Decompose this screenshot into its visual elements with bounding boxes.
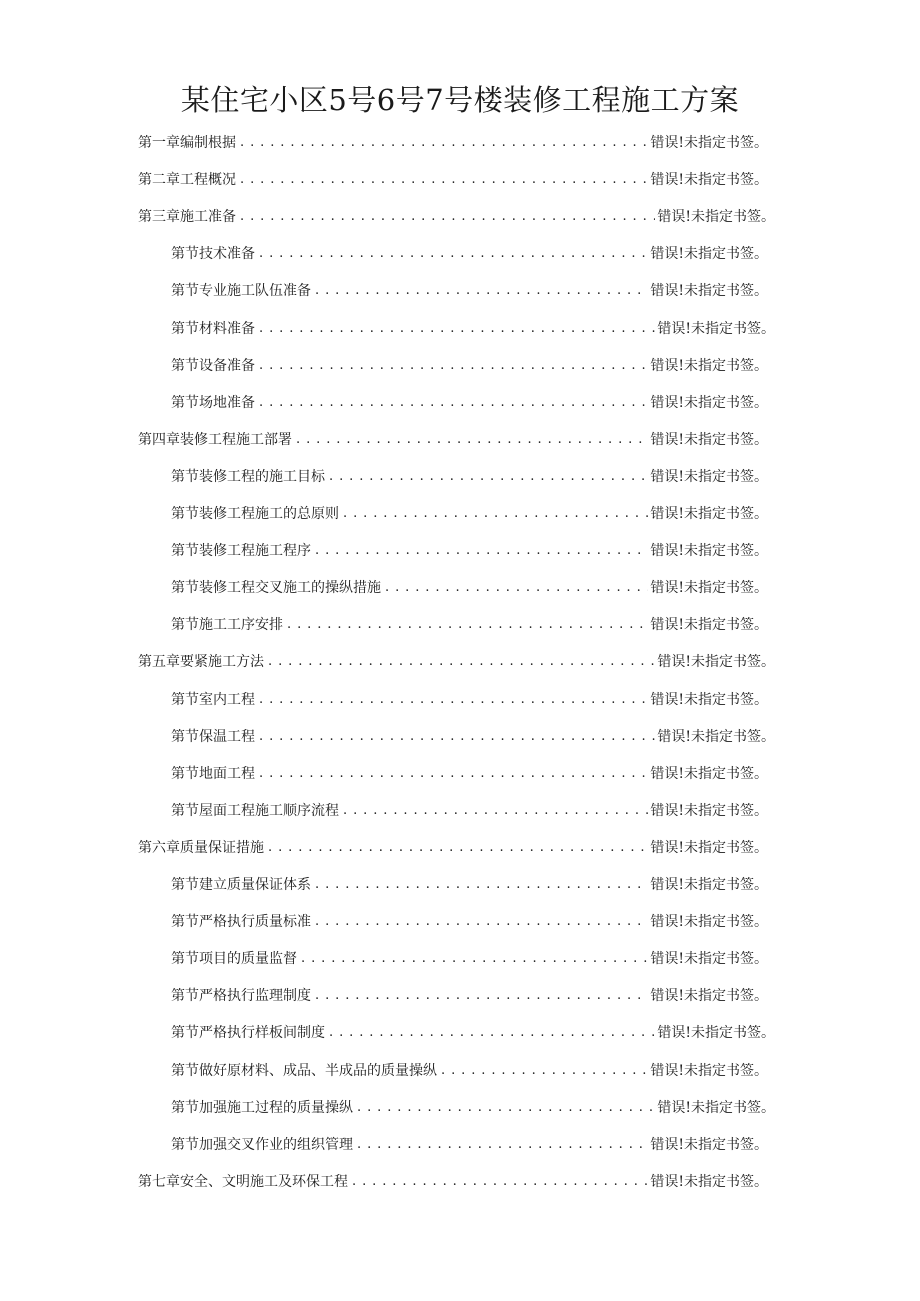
toc-entry-label: 第五章要紧施工方法 <box>138 654 264 671</box>
toc-entry[interactable] <box>138 428 768 452</box>
toc-dot-leader <box>315 873 648 897</box>
toc-entry-page-ref: 错误!未指定书签。 <box>657 728 775 745</box>
toc-entry-page-ref: 错误!未指定书签。 <box>650 283 768 300</box>
toc-entry-page-ref: 错误!未指定书签。 <box>650 394 768 411</box>
toc-entry[interactable] <box>171 391 768 415</box>
toc-dot-leader <box>287 613 648 637</box>
toc-dot-leader <box>315 539 648 563</box>
toc-entry-page-ref: 错误!未指定书签。 <box>650 431 768 448</box>
toc-entry-page-ref: 错误!未指定书签。 <box>650 951 768 968</box>
toc-entry-page-ref: 错误!未指定书签。 <box>650 1136 768 1153</box>
toc-entry[interactable] <box>171 725 775 749</box>
toc-entry[interactable] <box>138 205 775 229</box>
toc-entry-label: 第七章安全、文明施工及环保工程 <box>138 1173 348 1190</box>
toc-entry-label: 第节项目的质量监督 <box>171 951 297 968</box>
toc-entry[interactable] <box>171 502 768 526</box>
toc-entry[interactable] <box>171 1059 768 1083</box>
toc-entry[interactable] <box>138 650 775 674</box>
toc-dot-leader <box>240 131 648 155</box>
toc-entry-label: 第节装修工程施工程序 <box>171 543 311 560</box>
toc-entry[interactable] <box>171 688 768 712</box>
toc-dot-leader <box>343 502 648 526</box>
toc-entry-page-ref: 错误!未指定书签。 <box>650 691 768 708</box>
toc-dot-leader <box>259 762 648 786</box>
toc-entry-page-ref: 错误!未指定书签。 <box>650 765 768 782</box>
toc-dot-leader <box>259 242 648 266</box>
toc-entry-label: 第节地面工程 <box>171 765 255 782</box>
toc-entry-page-ref: 错误!未指定书签。 <box>657 320 775 337</box>
toc-dot-leader <box>385 576 648 600</box>
toc-dot-leader <box>315 910 648 934</box>
toc-entry[interactable] <box>171 539 768 563</box>
toc-entry-page-ref: 错误!未指定书签。 <box>650 877 768 893</box>
toc-dot-leader <box>343 799 648 823</box>
toc-entry[interactable] <box>138 131 768 155</box>
toc-entry[interactable] <box>171 354 768 378</box>
toc-entry[interactable] <box>138 1170 768 1194</box>
toc-entry-label: 第节技术准备 <box>171 246 255 263</box>
toc-entry-page-ref: 错误!未指定书签。 <box>650 468 768 485</box>
toc-entry-page-ref: 错误!未指定书签。 <box>650 1173 768 1190</box>
toc-dot-leader <box>357 1133 648 1157</box>
toc-entry-label: 第节保温工程 <box>171 728 255 745</box>
page-title: 某住宅小区5号6号7号楼装修工程施工方案 <box>180 83 740 117</box>
toc-entry-label: 第一章编制根据 <box>138 135 236 151</box>
toc-entry-page-ref: 错误!未指定书签。 <box>650 172 768 189</box>
toc-entry-page-ref: 错误!未指定书签。 <box>650 135 768 151</box>
toc-dot-leader <box>268 836 648 860</box>
toc-entry[interactable] <box>171 317 775 341</box>
toc-entry-page-ref: 错误!未指定书签。 <box>657 209 775 226</box>
toc-dot-leader <box>240 205 655 229</box>
toc-entry-label: 第六章质量保证措施 <box>138 839 264 856</box>
toc-entry-page-ref: 错误!未指定书签。 <box>650 543 768 560</box>
toc-entry[interactable] <box>171 576 768 600</box>
toc-dot-leader <box>268 650 655 674</box>
toc-entry[interactable] <box>171 465 768 489</box>
toc-entry-label: 第节装修工程交叉施工的操纵措施 <box>171 580 381 597</box>
toc-entry[interactable] <box>138 168 768 192</box>
toc-entry-page-ref: 错误!未指定书签。 <box>650 357 768 374</box>
toc-entry-label: 第节材料准备 <box>171 320 255 337</box>
toc-entry-label: 第节装修工程施工的总原则 <box>171 506 339 522</box>
toc-dot-leader <box>301 947 648 971</box>
toc-dot-leader <box>315 279 648 303</box>
toc-entry-page-ref: 错误!未指定书签。 <box>650 246 768 263</box>
toc-entry-page-ref: 错误!未指定书签。 <box>650 914 768 931</box>
toc-dot-leader <box>352 1170 648 1194</box>
toc-entry[interactable] <box>171 762 768 786</box>
toc-entry-label: 第节严格执行监理制度 <box>171 988 311 1005</box>
toc-entry[interactable] <box>171 947 768 971</box>
toc-entry-page-ref: 错误!未指定书签。 <box>650 988 768 1005</box>
toc-dot-leader <box>296 428 648 452</box>
toc-entry-page-ref: 错误!未指定书签。 <box>657 654 775 671</box>
toc-entry-label: 第节加强交叉作业的组织管理 <box>171 1136 353 1153</box>
toc-entry-page-ref: 错误!未指定书签。 <box>650 506 768 522</box>
toc-entry-label: 第节建立质量保证体系 <box>171 877 311 893</box>
toc-dot-leader <box>441 1059 648 1083</box>
toc-entry-page-ref: 错误!未指定书签。 <box>650 802 768 819</box>
toc-entry-page-ref: 错误!未指定书签。 <box>650 580 768 597</box>
toc-entry[interactable] <box>171 1021 775 1045</box>
toc-entry-label: 第节施工工序安排 <box>171 617 283 634</box>
toc-dot-leader <box>259 725 655 749</box>
toc-dot-leader <box>329 1021 655 1045</box>
toc-entry[interactable] <box>171 910 768 934</box>
toc-entry[interactable] <box>171 873 768 897</box>
toc-entry-label: 第节做好原材料、成品、半成品的质量操纵 <box>171 1062 437 1079</box>
toc-dot-leader <box>259 688 648 712</box>
toc-entry[interactable] <box>171 613 768 637</box>
toc-entry[interactable] <box>171 1133 768 1157</box>
toc-dot-leader <box>259 354 648 378</box>
toc-entry-label: 第二章工程概况 <box>138 172 236 189</box>
toc-entry-label: 第节装修工程的施工目标 <box>171 468 325 485</box>
toc-entry[interactable] <box>171 984 768 1008</box>
toc-entry[interactable] <box>138 836 768 860</box>
toc-entry[interactable] <box>171 1096 775 1120</box>
toc-entry-label: 第节严格执行质量标准 <box>171 914 311 931</box>
toc-entry-label: 第节设备准备 <box>171 357 255 374</box>
toc-dot-leader <box>259 391 648 415</box>
toc-entry-label: 第节专业施工队伍准备 <box>171 283 311 300</box>
toc-entry-page-ref: 错误!未指定书签。 <box>650 617 768 634</box>
toc-dot-leader <box>240 168 648 192</box>
toc-entry-label: 第节屋面工程施工顺序流程 <box>171 802 339 819</box>
toc-entry-page-ref: 错误!未指定书签。 <box>657 1025 775 1042</box>
toc-entry-page-ref: 错误!未指定书签。 <box>650 1062 768 1079</box>
toc-entry[interactable] <box>171 799 768 823</box>
toc-entry-page-ref: 错误!未指定书签。 <box>650 839 768 856</box>
toc-dot-leader <box>357 1096 655 1120</box>
toc-entry-label: 第节场地准备 <box>171 394 255 411</box>
toc-dot-leader <box>315 984 648 1008</box>
toc-dot-leader <box>329 465 648 489</box>
toc-entry[interactable] <box>171 242 768 266</box>
toc-entry[interactable] <box>171 279 768 303</box>
toc-dot-leader <box>259 317 655 341</box>
toc-entry-label: 第节室内工程 <box>171 691 255 708</box>
toc-entry-page-ref: 错误!未指定书签。 <box>657 1099 775 1116</box>
toc-entry-label: 第节加强施工过程的质量操纵 <box>171 1099 353 1116</box>
toc-entry-label: 第节严格执行样板间制度 <box>171 1025 325 1042</box>
toc-entry-label: 第三章施工准备 <box>138 209 236 226</box>
toc-entry-label: 第四章装修工程施工部署 <box>138 431 292 448</box>
